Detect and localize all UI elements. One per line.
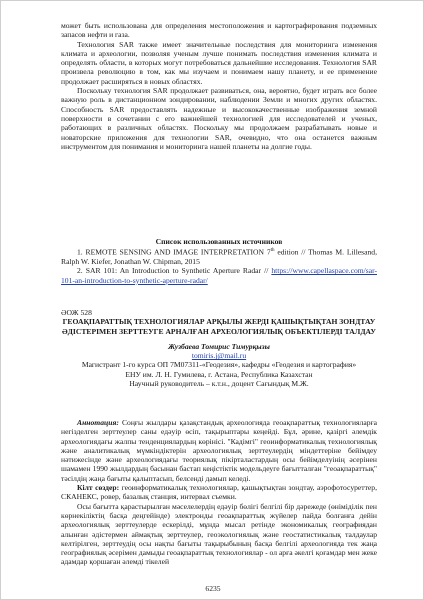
references-heading: Список использованных источников: [155, 237, 283, 246]
article-header: [61, 308, 377, 388]
paragraph: Осы бағытта қарастырылған мәселелердің едәуір бөлігі белгілі бір дәрежеде (өніміділік пен көрнекіліктің басқа деңгейінде) электронды геоақпараттық жүйелер пайда болғанға дейін археологиялық зерттеулерде ескерілді, мұнда мысал ретінде экономикалық географиядан алынған әдістермен аймақтық зерттеулер, геоэкологиялық және геостатистикалық талдаулар келтірілген, зерттеудің осы нақты бағыты тақырыбының басқа белгілі археологияда тек жаңа географиялық әсерімен дамыды геоақпараттық технологиялар - ол арға әкелгі қоғамдар мен жеке адамдар қоршаған әлемді тікелей: [61, 501, 377, 567]
paragraph: может быть использована для определения местоположения и картографирования подземных запасов нефти и газа.: [61, 21, 377, 40]
affiliation-line: Магистрант 1-го курса ОП 7М07311-«Геодезия», кафедры «Геодезия и картография»: [81, 360, 357, 370]
affiliation-line: Научный руководитель – к.т.н., доцент Сағындық М.Ж.: [129, 379, 309, 389]
udc-code: ӘОЖ 528: [61, 308, 92, 317]
reference-item: 2. SAR 101: An Introduction to Synthetic Aperture Radar // https://www.capellaspace.com/sar-101-an-introduction-to-synthetic-aperture-radar/: [61, 266, 377, 285]
reference-item: 1. REMOTE SENSING AND IMAGE INTERPRETATION 7th edition // Thomas M. Lillesand, Ralph W. Kiefer, Jonathan W. Chipman, 2015: [61, 247, 377, 267]
author-email[interactable]: tomiris.j@mail.ru: [191, 351, 247, 361]
paragraph: Технология SAR также имеет значительные последствия для мониторинга изменения климата и археологии, позволяя ученым лучше понимать последствия изменения климата и определять области, в которых могут потребоваться дальнейшие исследования. Технология SAR произвела революцию в том, как мы изучаем и понимаем нашу планету, и ее применение продолжает расширяться в новых областях.: [61, 39, 377, 86]
paragraph: Поскольку технология SAR продолжает развиваться, она, вероятно, будет играть все более важную роль в дистанционном зондировании, наблюдении Земли и многих других областях. Способность SAR предоставлять надежные и высококачественные изображения земной поверхности в сочетании с его важнейшей технологией для исследователей и ученых, работающих в различных областях. Поскольку мы продолжаем разрабатывать новые и новаторские приложения для технологии SAR, очевидно, что она останется важным инструментом для понимания и мониторинга нашей планеты на долгие годы.: [61, 86, 377, 151]
abstract-section: [61, 418, 377, 567]
references-section: [61, 237, 377, 285]
author-name: Жузбаева Томирис Тимурқызы: [168, 341, 270, 351]
top-text-block: [61, 21, 377, 151]
article-title: ГЕОАҚПАРАТТЫҚ ТЕХНОЛОГИЯЛАР АРҚЫЛЫ ЖЕРДІ ҚАШЫҚТЫҚТАН ЗОНДТАУ ӘДІСТЕРІМЕН ЗЕРТТЕУГЕ АРНАЛҒАН АРХЕОЛОГИЯЛЫҚ ОБЪЕКТІЛЕРДІ ТАЛДАУ: [62, 317, 376, 336]
page-number: 6235: [205, 584, 221, 593]
reference-link[interactable]: https://www.capellaspace.com/sar-101-an-introduction-to-synthetic-aperture-radar/: [61, 266, 377, 285]
annotation-paragraph: Аннотация: Соңғы жылдары қазақстандық археологияда геоақпараттық технологияларға негізделген зерттеулер саны едәуір өсіп, тақырыптары кеңейді. Бұл, әрине, қазіргі әлемдік археологиядағы жалпы тенденциялардың көрінісі. "Кадімгі" геоинформатикалық технологиялық және аналитикалық мүмкіндіктерін археологиялық зерттеулердің міндеттеріне бейімдеу нәтижесінде және археологиядағы теориялық пікірталастардың осы бейімделуінің әсерінен шамамен 1990 жылдардың басынан бастап кеңістіктік модельдеуге бағытталған "геоақпараттық" тәсілдің жаңа бағыты қалыптасып, белсенді дамып келеді.: [61, 418, 377, 483]
affiliation-line: ЕНУ им. Л. Н. Гумилева, г. Астана, Республика Казахстан: [125, 369, 313, 379]
annotation-label: Аннотация:: [77, 418, 119, 427]
keywords-paragraph: Кілт сөздер: геоинформатикалық технологиялар, қашықтықтан зондтау, аэрофотосуреттер, СКАНЕКС, ровер, базалық станция, интервал съемки.: [61, 483, 377, 502]
keywords-label: Кілт сөздер:: [77, 483, 120, 493]
